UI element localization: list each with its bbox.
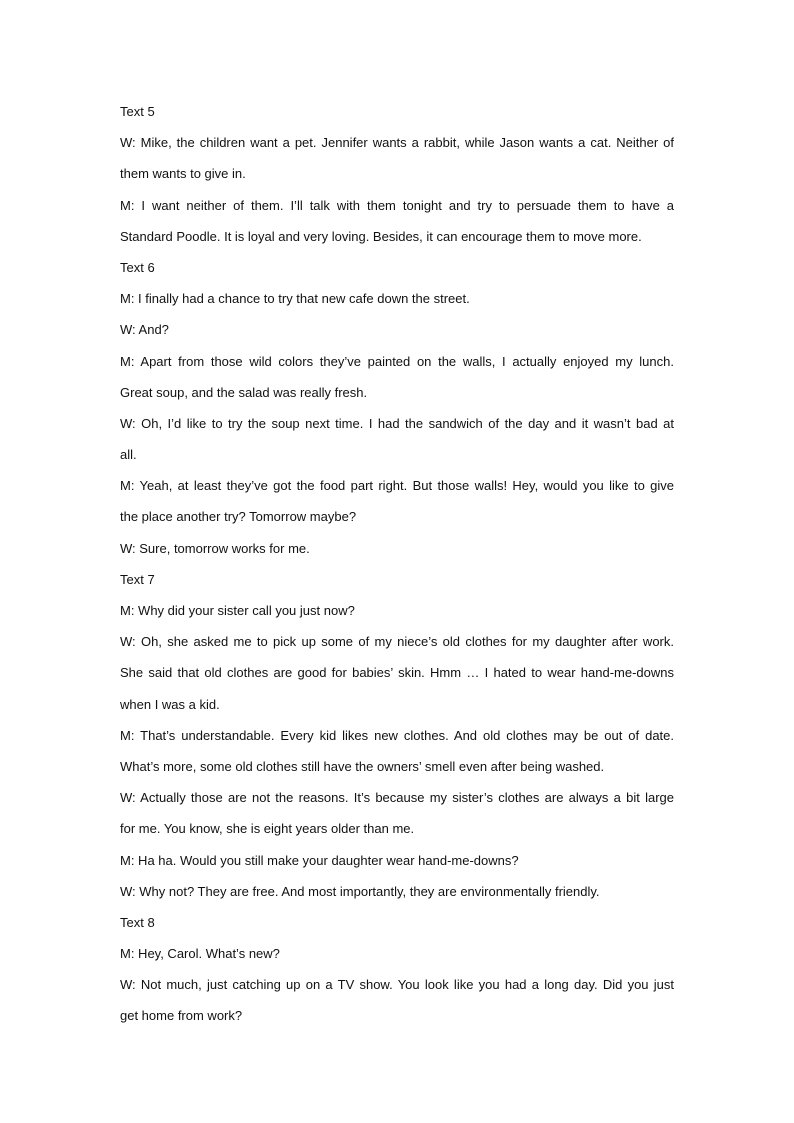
transcript-line: M: Yeah, at least they’ve got the food part right. But those walls! Hey, would you like to give: [120, 478, 674, 494]
transcript-line: Great soup, and the salad was really fresh.: [120, 384, 368, 400]
transcript-line: W: Actually those are not the reasons. It’s because my sister’s clothes are always a bit large: [120, 790, 674, 806]
transcript-line: She said that old clothes are good for babies’ skin. Hmm … I hated to wear hand-me-downs: [120, 665, 674, 681]
transcript-line: W: And?: [120, 322, 169, 338]
transcript-line: M: Apart from those wild colors they’ve painted on the walls, I actually enjoyed my lunch.: [120, 353, 674, 369]
transcript-line: for me. You know, she is eight years older than me.: [120, 821, 415, 837]
document-page: [120, 96, 674, 1032]
section-heading: Text 6: [120, 259, 155, 275]
transcript-line: What’s more, some old clothes still have the owners’ smell even after being washed.: [120, 758, 605, 774]
transcript-line: W: Oh, she asked me to pick up some of my niece’s old clothes for my daughter after work.: [120, 634, 674, 650]
transcript-line: the place another try? Tomorrow maybe?: [120, 509, 357, 525]
transcript-line: M: Why did your sister call you just now?: [120, 603, 355, 618]
section-heading: Text 5: [120, 104, 155, 119]
transcript-line: M: Hey, Carol. What’s new?: [120, 946, 280, 962]
transcript-line: W: Oh, I’d like to try the soup next time. I had the sandwich of the day and it wasn’t bad at: [120, 415, 674, 431]
section-heading: Text 8: [120, 914, 155, 930]
transcript-line: Standard Poodle. It is loyal and very loving. Besides, it can encourage them to move more.: [120, 228, 642, 244]
section-heading: Text 7: [120, 571, 155, 587]
transcript-line: them wants to give in.: [120, 166, 246, 182]
transcript-line: all.: [120, 447, 137, 463]
transcript-line: M: Ha ha. Would you still make your daughter wear hand-me-downs?: [120, 852, 519, 868]
transcript-line: W: Not much, just catching up on a TV show. You look like you had a long day. Did you just: [120, 977, 674, 993]
transcript-line: W: Mike, the children want a pet. Jennifer wants a rabbit, while Jason wants a cat. Neither of: [120, 135, 674, 151]
transcript-line: W: Why not? They are free. And most importantly, they are environmentally friendly.: [120, 883, 600, 899]
transcript-line: when I was a kid.: [120, 696, 220, 712]
transcript-line: get home from work?: [120, 1008, 243, 1024]
transcript-line: W: Sure, tomorrow works for me.: [120, 540, 310, 556]
transcript-line: M: That’s understandable. Every kid likes new clothes. And old clothes may be out of date.: [120, 727, 674, 743]
transcript-line: M: I want neither of them. I’ll talk with them tonight and try to persuade them to have a: [120, 197, 674, 213]
transcript-line: M: I finally had a chance to try that new cafe down the street.: [120, 291, 470, 307]
